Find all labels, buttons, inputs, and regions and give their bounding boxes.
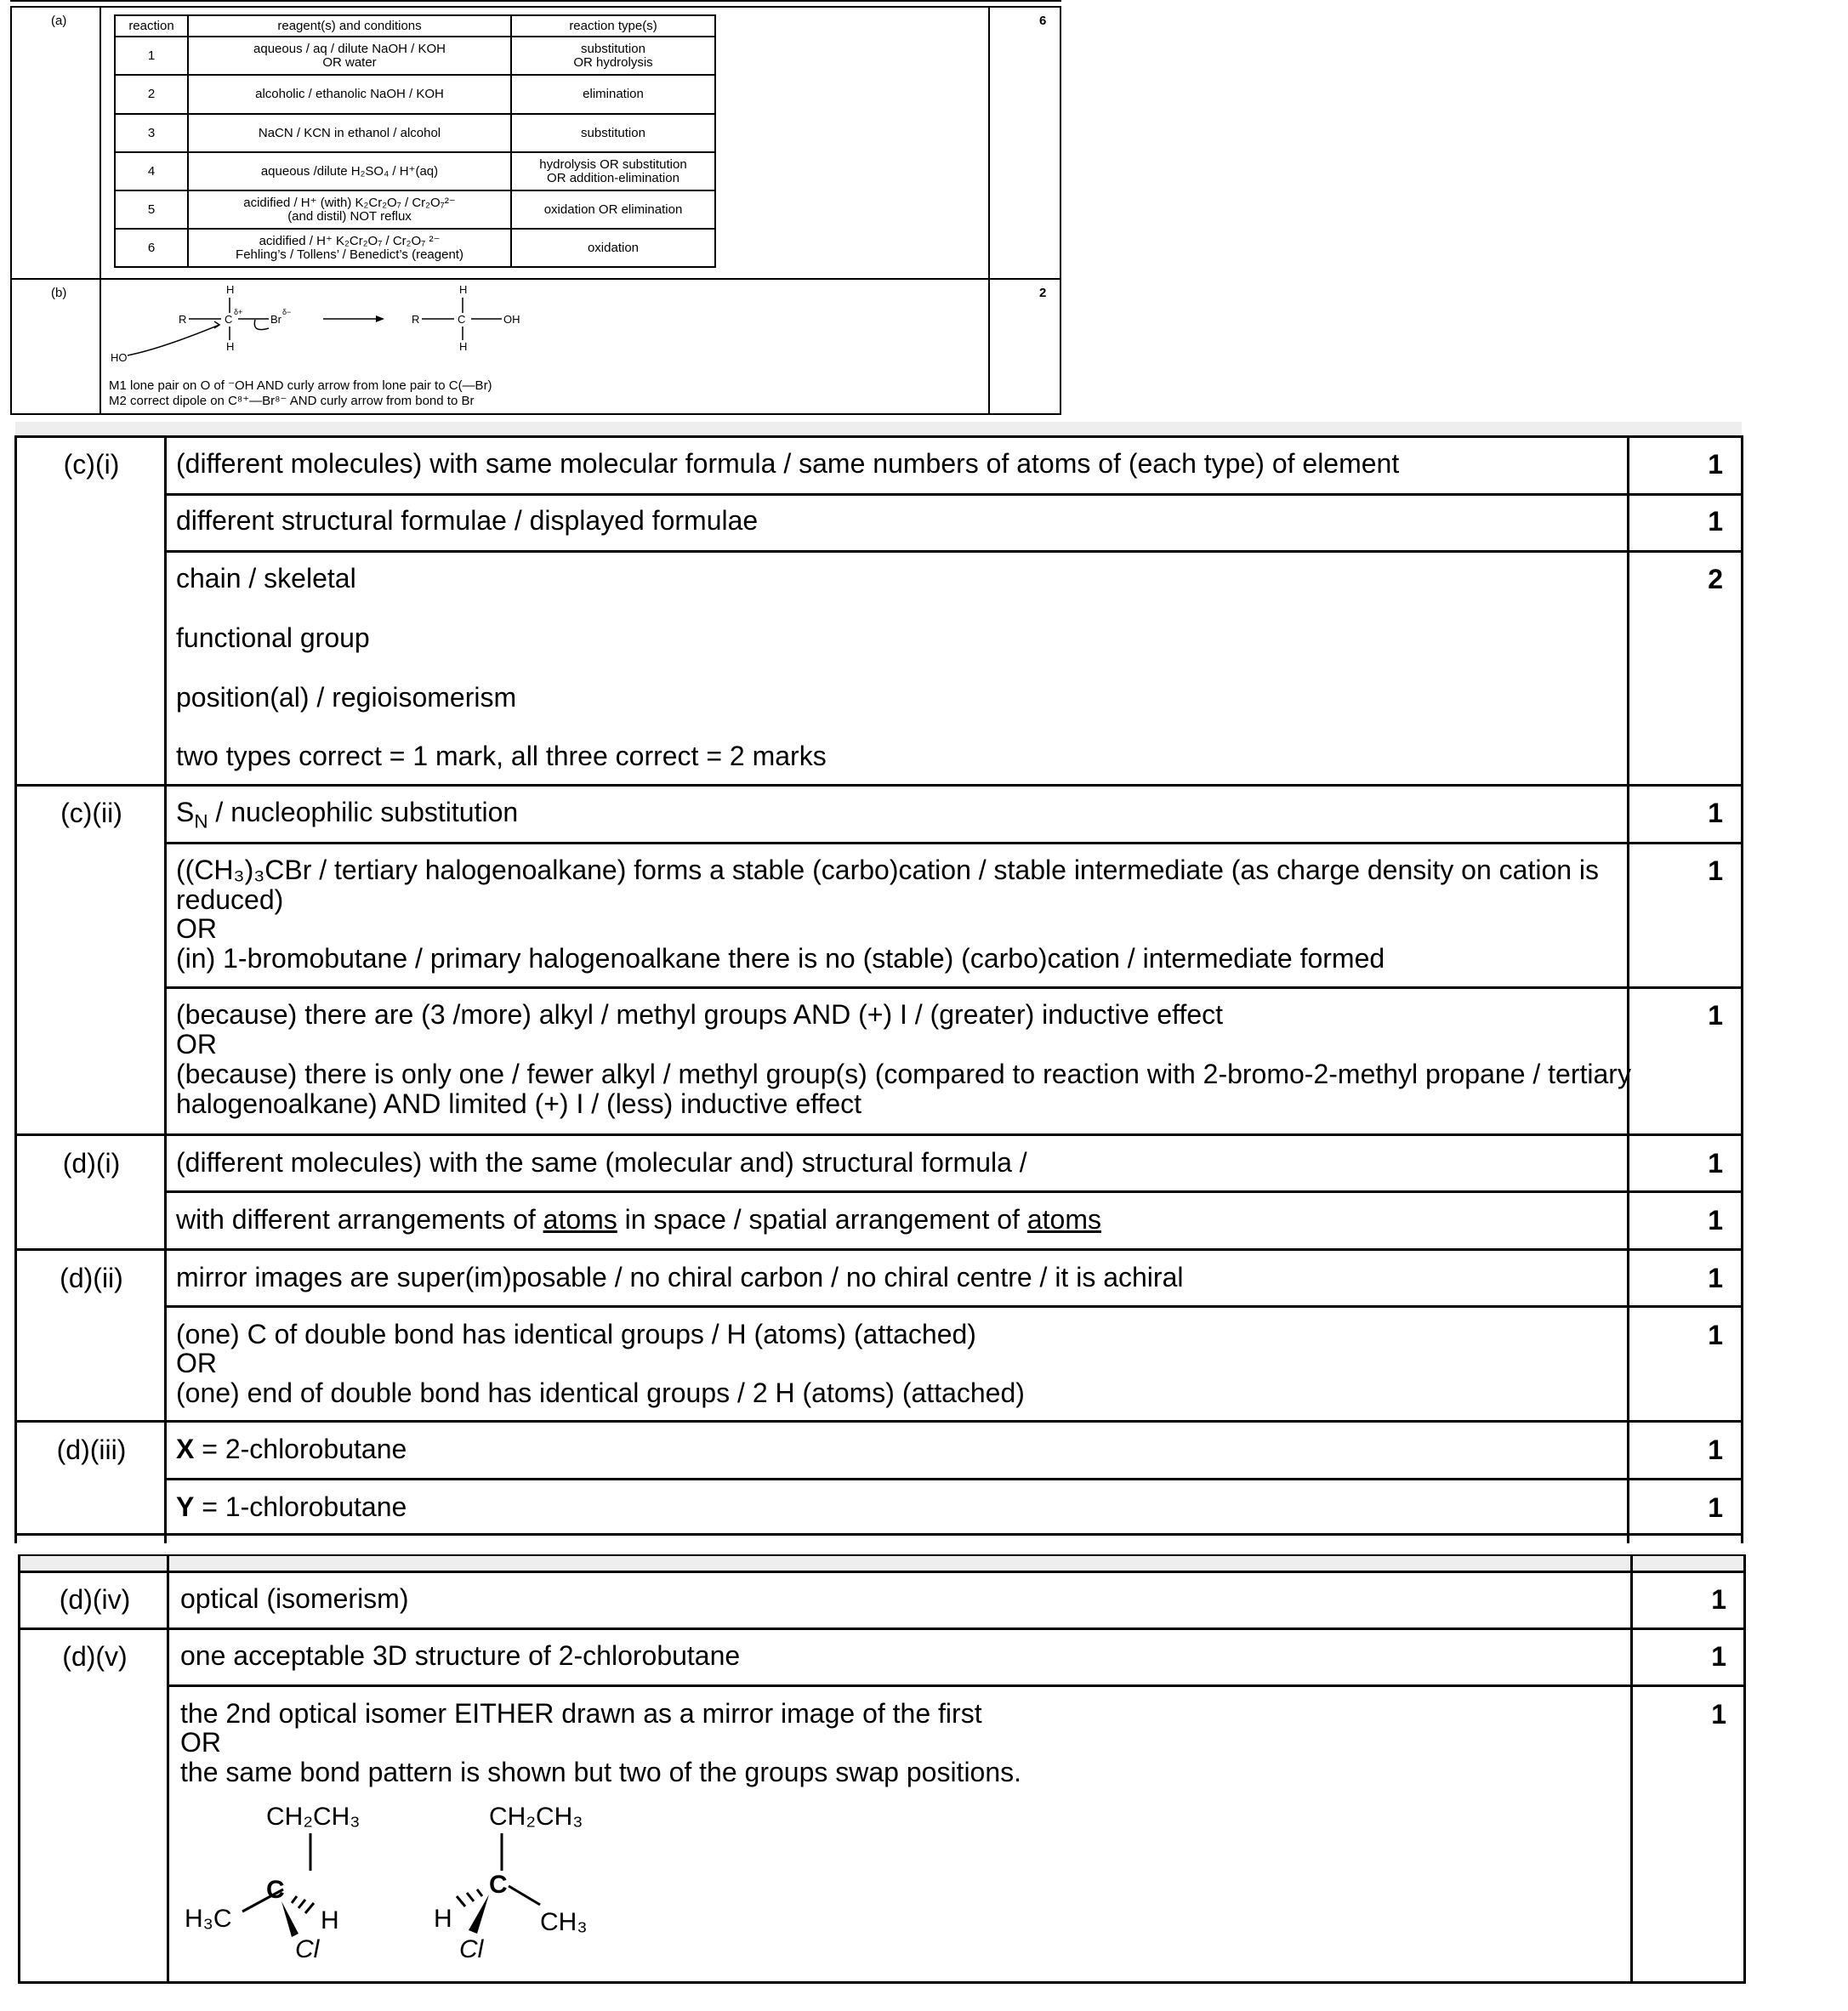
answer-text: halogenoalkane) AND limited (+) I / (less) inductive effect <box>176 1088 862 1119</box>
mark-value: 1 <box>1708 506 1723 537</box>
table-row <box>115 114 715 152</box>
answer-text: two types correct = 1 mark, all three correct = 2 marks <box>176 741 827 771</box>
compound-letter: X <box>176 1434 195 1464</box>
text-part: with different arrangements of <box>176 1204 543 1235</box>
mol2-top-group: CH₂CH₃ <box>489 1803 583 1831</box>
sn-s: S <box>176 797 195 827</box>
reaction-number: 2 <box>115 75 188 114</box>
reaction-type-text: oxidation OR elimination <box>511 190 715 229</box>
table-row <box>115 229 715 267</box>
mark-value: 1 <box>1708 1434 1723 1465</box>
part-a-mark: 6 <box>1039 14 1047 28</box>
sn-rest: / nucleophilic substitution <box>208 797 519 827</box>
mark-value: 1 <box>1711 1699 1726 1730</box>
reaction-type-text: oxidation <box>511 229 715 267</box>
mech-delta-minus: δ− <box>282 308 292 316</box>
reaction-type-text: elimination <box>511 75 715 114</box>
mark-value: 1 <box>1711 1641 1726 1672</box>
reaction-number: 6 <box>115 229 188 267</box>
reaction-type-text: substitution <box>581 41 645 56</box>
mech-carbon: C <box>225 313 233 326</box>
reaction-number: 3 <box>115 114 188 152</box>
reagent-text: alcoholic / ethanolic NaOH / KOH <box>188 75 511 114</box>
mech-bromine: Br <box>270 313 281 326</box>
mark-value: 1 <box>1708 449 1723 480</box>
part-b-mark: 2 <box>1039 286 1047 300</box>
answer-text: (one) C of double bond has identical groups / H (atoms) (attached) <box>176 1319 976 1349</box>
mech-hydroxide: HO <box>111 351 128 364</box>
mech-r-left: R <box>179 313 187 326</box>
answer-text: OR <box>176 1348 217 1378</box>
mech-product-h-bottom: H <box>459 340 468 353</box>
answer-text: different structural formulae / displayed formulae <box>176 505 759 536</box>
answer-text: the 2nd optical isomer EITHER drawn as a mirror image of the first <box>180 1698 982 1729</box>
answer-text: ((CH₃)₃CBr / tertiary halogenoalkane) forms a stable (carbo)cation / stable intermediate (as charge density on cation is <box>176 855 1600 885</box>
mech-delta-plus: δ+ <box>234 308 243 316</box>
answer-text: (because) there are (3 /more) alkyl / methyl groups AND (+) I / (greater) inductive effect <box>176 999 1224 1030</box>
reaction-type-text: OR hydrolysis <box>573 54 653 70</box>
header-reaction-type: reaction type(s) <box>511 15 715 37</box>
table-row <box>115 152 715 190</box>
mol1-left-group: H₃C <box>185 1905 232 1933</box>
reaction-type-text: OR addition-elimination <box>547 170 679 185</box>
mech-product-oh: OH <box>503 313 520 326</box>
answer-text: one acceptable 3D structure of 2-chlorobutane <box>180 1640 741 1671</box>
mol2-right-group: CH₃ <box>540 1908 588 1936</box>
mark-point-m1: M1 lone pair on O of ⁻OH AND curly arrow from lone pair to C(—Br) <box>109 378 492 393</box>
answer-text: (one) end of double bond has identical groups / 2 H (atoms) (attached) <box>176 1378 1025 1408</box>
question-label-d-iv: (d)(iv) <box>59 1584 131 1615</box>
compound-name: = 2-chlorobutane <box>194 1434 407 1464</box>
mark-value: 1 <box>1708 798 1723 828</box>
answer-text: functional group <box>176 622 370 653</box>
mark-value: 1 <box>1708 1000 1723 1031</box>
compound-name: = 1-chlorobutane <box>194 1491 407 1522</box>
mark-value: 2 <box>1708 564 1723 594</box>
mark-value: 1 <box>1708 1320 1723 1350</box>
mech-product-r: R <box>412 313 420 326</box>
reagent-text: acidified / H⁺ (with) K₂Cr₂O₇ / Cr₂O₇²⁻ <box>243 195 456 210</box>
answer-text: position(al) / regioisomerism <box>176 682 517 713</box>
question-label-d-i: (d)(i) <box>62 1148 121 1179</box>
reagent-text: aqueous /dilute H₂SO₄ / H⁺(aq) <box>188 152 511 190</box>
mol1-top-group: CH₂CH₃ <box>266 1803 361 1831</box>
header-reagents: reagent(s) and conditions <box>188 15 511 37</box>
answer-text: (in) 1-bromobutane / primary halogenoalkane there is no (stable) (carbo)cation / intermediate formed <box>176 943 1385 974</box>
answer-text: reduced) <box>176 884 284 915</box>
reaction-number: 4 <box>115 152 188 190</box>
part-b-label: (b) <box>51 286 67 300</box>
header-reaction: reaction <box>115 15 188 37</box>
part-a-label: (a) <box>51 14 67 28</box>
sn-subscript: N <box>194 810 208 832</box>
reactions-table <box>114 14 716 268</box>
mol1-right-group: H <box>321 1906 339 1934</box>
mech-product-carbon: C <box>458 313 466 326</box>
reaction-type-text: hydrolysis OR substitution <box>539 156 687 172</box>
answer-text: (because) there is only one / fewer alkyl / methyl group(s) (compared to reaction with 2-bromo-2-methyl propane / tertiary <box>176 1059 1631 1089</box>
text-part: in space / spatial arrangement of <box>617 1204 1027 1235</box>
reaction-number: 5 <box>115 190 188 229</box>
mol2-bottom-group: Cl <box>459 1935 484 1963</box>
reagent-text: OR water <box>322 54 377 70</box>
mech-h-top: H <box>226 283 235 296</box>
compound-letter: Y <box>176 1491 195 1522</box>
answer-text: mirror images are super(im)posable / no chiral carbon / no chiral centre / it is achiral <box>176 1262 1184 1292</box>
answer-text: (different molecules) with the same (molecular and) structural formula / <box>176 1147 1027 1178</box>
question-label-d-ii: (d)(ii) <box>60 1263 123 1293</box>
question-label-c-ii: (c)(ii) <box>60 798 122 828</box>
mark-value: 1 <box>1711 1584 1726 1615</box>
reaction-type-text: substitution <box>511 114 715 152</box>
mark-value: 1 <box>1708 1492 1723 1523</box>
mark-value: 1 <box>1708 855 1723 886</box>
mark-value: 1 <box>1708 1148 1723 1179</box>
mark-value: 1 <box>1708 1205 1723 1236</box>
answer-text: OR <box>176 1029 217 1059</box>
reagent-text: acidified / H⁺ K₂Cr₂O₇ / Cr₂O₇ ²⁻ <box>259 233 441 248</box>
answer-text: OR <box>176 913 217 944</box>
answer-text-sn <box>176 798 518 836</box>
answer-text-underlined <box>176 1205 1101 1235</box>
mol1-carbon: C <box>266 1876 285 1904</box>
mol2-left-group: H <box>434 1905 452 1933</box>
answer-text <box>176 1492 407 1522</box>
reagent-text: (and distil) NOT reflux <box>287 208 412 224</box>
mark-value: 1 <box>1708 1263 1723 1293</box>
answer-text: (different molecules) with same molecular formula / same numbers of atoms of (each type) of element <box>176 448 1400 479</box>
question-label-c-i: (c)(i) <box>63 449 120 480</box>
table-row <box>115 75 715 114</box>
mech-product-h-top: H <box>459 283 468 296</box>
answer-text: optical (isomerism) <box>180 1583 409 1614</box>
answer-text: the same bond pattern is shown but two of the groups swap positions. <box>180 1757 1022 1787</box>
table-row <box>115 37 715 75</box>
optical-isomer-structures <box>174 1794 617 1973</box>
underlined-atoms: atoms <box>1026 1204 1101 1235</box>
answer-text <box>176 1434 407 1464</box>
question-label-d-v: (d)(v) <box>62 1641 128 1672</box>
reagent-text: Fehling’s / Tollens’ / Benedict’s (reagent) <box>236 247 463 262</box>
reagent-text: aqueous / aq / dilute NaOH / KOH <box>253 41 446 56</box>
reaction-number: 1 <box>115 37 188 75</box>
reagent-text: NaCN / KCN in ethanol / alcohol <box>188 114 511 152</box>
mol2-carbon: C <box>489 1871 508 1899</box>
mol1-bottom-group: Cl <box>295 1935 320 1963</box>
table-row <box>115 190 715 229</box>
sn2-mechanism-diagram <box>102 281 578 374</box>
answer-text: chain / skeletal <box>176 563 356 594</box>
answer-text: OR <box>180 1727 221 1758</box>
question-label-d-iii: (d)(iii) <box>56 1434 127 1465</box>
underlined-atoms: atoms <box>543 1204 617 1235</box>
mech-h-bottom: H <box>226 340 235 353</box>
mark-point-m2: M2 correct dipole on C⁸⁺—Br⁸⁻ AND curly arrow from bond to Br <box>109 394 475 408</box>
